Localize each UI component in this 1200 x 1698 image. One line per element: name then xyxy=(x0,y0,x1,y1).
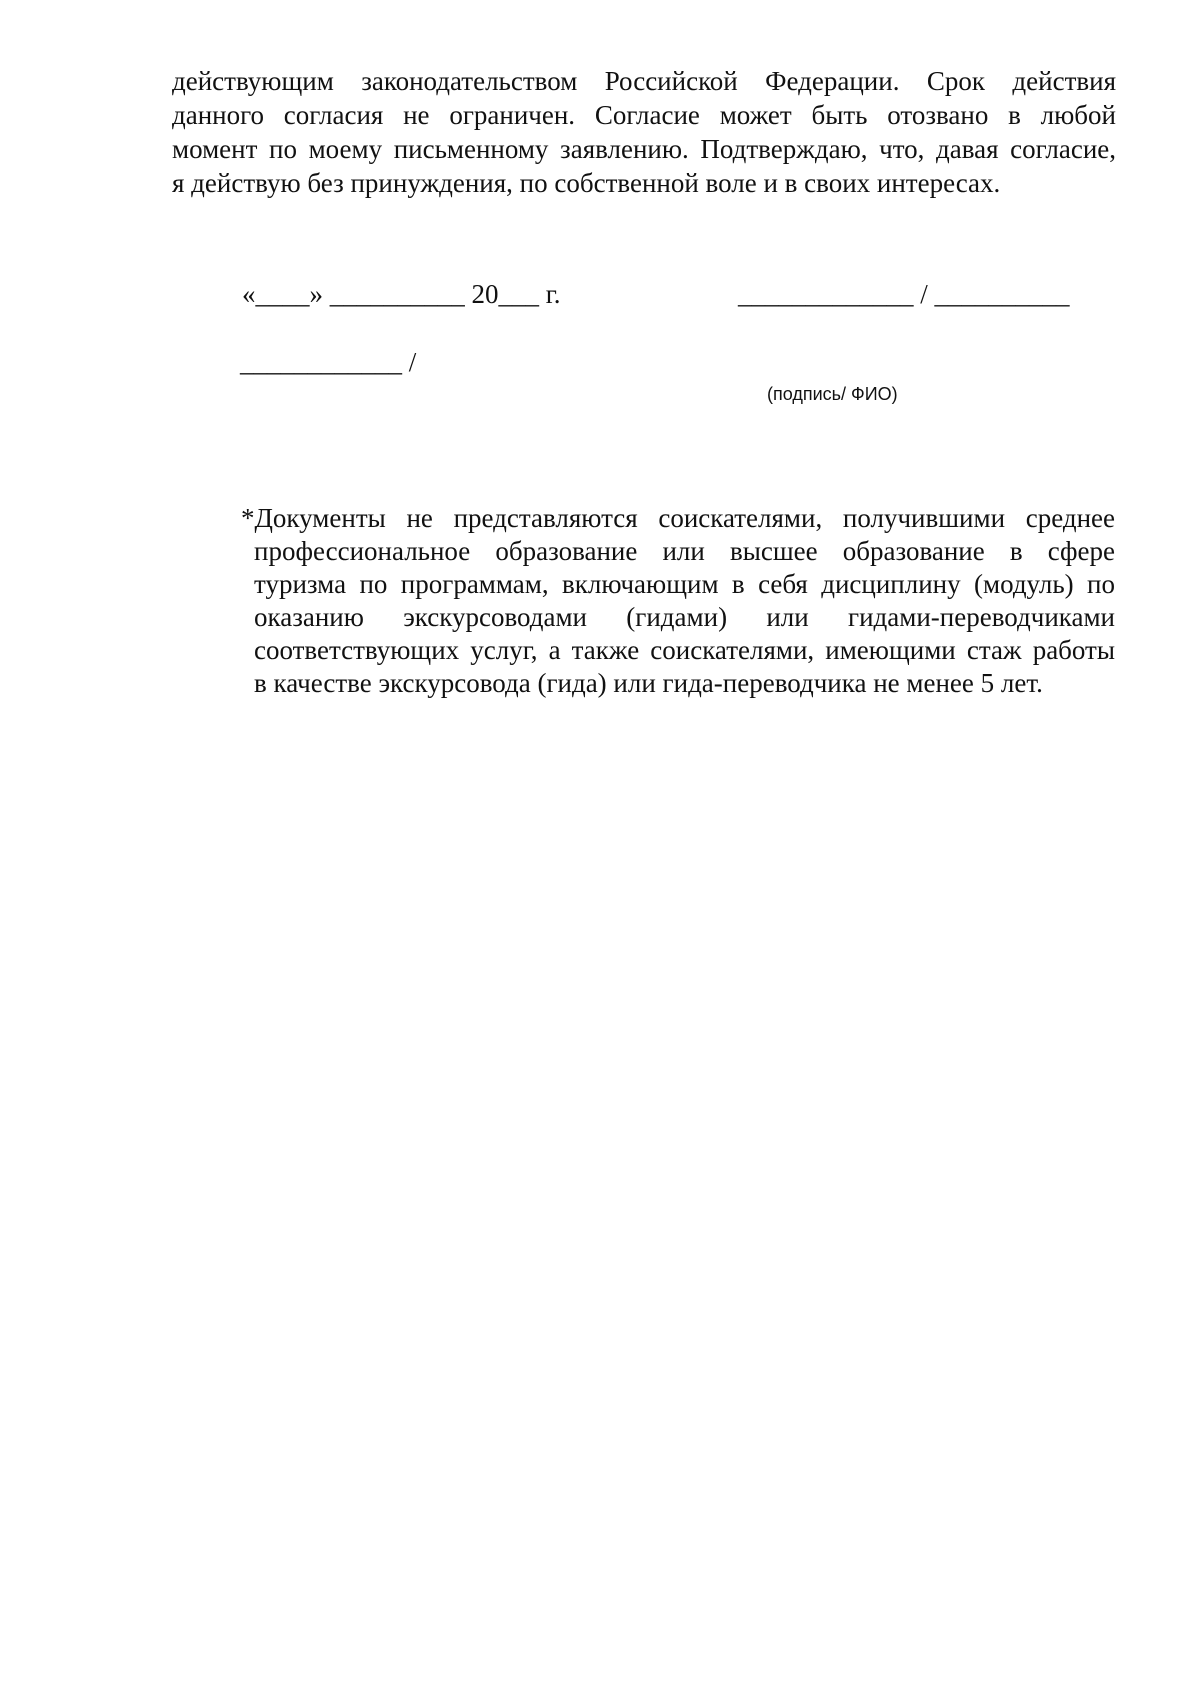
second-signature-field-line: ____________ / xyxy=(240,347,417,377)
footnote-line: в качестве экскурсовода (гида) или гида-переводчика не менее 5 лет. xyxy=(254,668,1043,698)
signature-field-line: _____________ / __________ xyxy=(738,279,1070,309)
consent-paragraph xyxy=(172,64,1116,200)
footnote xyxy=(241,502,1115,700)
consent-line: я действую без принуждения, по собственной воле и в своих интересах. xyxy=(172,168,1001,198)
footnote-line: *Документы не представляются соискателями, получившими среднее xyxy=(241,503,1115,533)
footnote-line: профессиональное образование или высшее образование в сфере xyxy=(254,536,1115,566)
consent-line: данного согласия не ограничен. Согласие может быть отозвано в любой xyxy=(172,100,1116,130)
consent-line: момент по моему письменному заявлению. Подтверждаю, что, давая согласие, xyxy=(172,134,1116,164)
footnote-line: оказанию экскурсоводами (гидами) или гидами-переводчиками xyxy=(254,602,1115,632)
consent-line: действующим законодательством Российской Федерации. Срок действия xyxy=(172,66,1116,96)
date-field-line: «____» __________ 20___ г. xyxy=(242,279,561,309)
footnote-line: туризма по программам, включающим в себя дисциплину (модуль) по xyxy=(254,569,1115,599)
footnote-line: соответствующих услуг, а также соискателями, имеющими стаж работы xyxy=(254,635,1115,665)
signature-caption: (подпись/ ФИО) xyxy=(767,384,898,404)
